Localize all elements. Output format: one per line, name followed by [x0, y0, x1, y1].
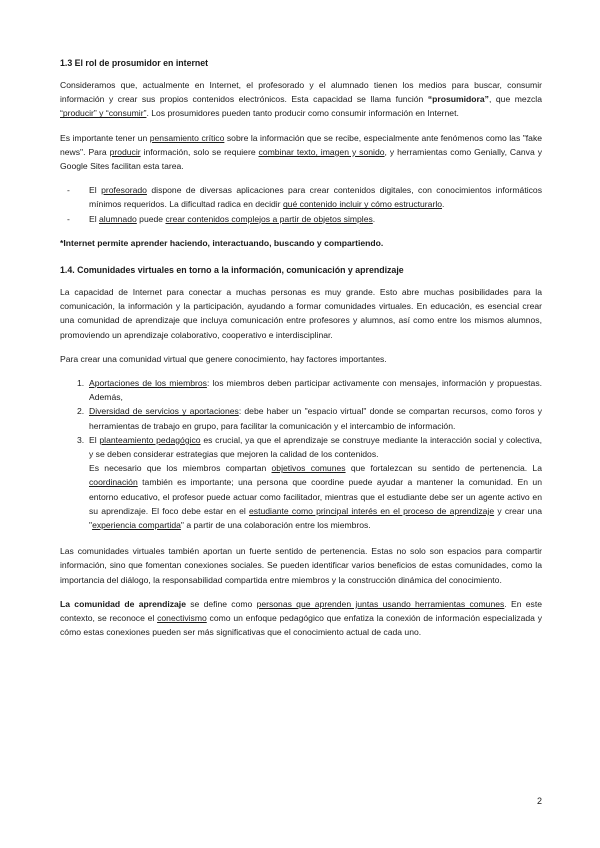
list-item: 2. Diversidad de servicios y aportaciones: debe haber un "espacio virtual" donde se compartan recursos, como foros y herramientas de trabajo en grupo, para facilitar la comunicación y el intercambio de información.: [77, 406, 542, 431]
page-content: [60, 56, 542, 640]
comunidades-paragraph: La capacidad de Internet para conectar a muchas personas es muy grande. Esto abre muchas posibilidades para la comunicación, la información y la participación, ayudando a formar comunidades virtuales. En educación, es esencial crear una comunidad de aprendizaje que incluya comunicación entre profesores y alumnos, así como entre los mismos alumnos, promoviendo un aprendizaje colaborativo, cooperativo e interdisciplinar.: [60, 287, 542, 340]
conclusion-note: *Internet permite aprender haciendo, interactuando, buscando y compartiendo.: [60, 237, 384, 248]
pertenencia-paragraph: Las comunidades virtuales también aportan un fuerte sentido de pertenencia. Estas no solo son espacios para compartir información, sino que fomentan conexiones sociales. Se pueden identificar varios beneficios de estas comunidades, como la importancia del diálogo, la responsabilidad compartida entre miembros y la construcción dinámica del conocimiento.: [60, 546, 542, 585]
page-number: 2: [536, 796, 542, 806]
prosumidor-paragraph: Consideramos que, actualmente en Internet, el profesorado y el alumnado tienen los medios para buscar, consumir información y crear sus propios contenidos electrónicos. Esta capacidad se llama función “prosumidora”, que mezcla “producir” y “consumir”. Los prosumidores pueden tanto producir como consumir información en Internet.: [60, 80, 542, 119]
list-item: - El profesorado dispone de diversas aplicaciones para crear contenidos digitales, con conocimientos informáticos mínimos requeridos. La dificultad radica en decidir qué contenido incluir y cómo estructurarlo.: [60, 183, 542, 211]
bullet-list: [60, 183, 542, 226]
list-item: 1. Aportaciones de los miembros: los miembros deben participar activamente con mensajes, información y propuestas. Además,: [77, 378, 542, 403]
section-1-3-heading: 1.3 El rol de prosumidor en internet: [60, 58, 209, 68]
comunidad-aprendizaje-paragraph: La comunidad de aprendizaje se define como personas que aprenden juntas usando herramientas comunes. En este contexto, se reconoce el conectivismo como un enfoque pedagógico que enfatiza la conexión de información especializada y cómo estas conexiones pueden ser más significativas que el conocimiento actual de cada uno.: [60, 598, 543, 638]
factores-intro-paragraph: Para crear una comunidad virtual que genere conocimiento, hay factores importantes.: [60, 353, 387, 364]
section-1-4-heading: 1.4. Comunidades virtuales en torno a la información, comunicación y aprendizaje: [60, 265, 404, 276]
pensamiento-critico-paragraph: Es importante tener un pensamiento crítico sobre la información que se recibe, especialmente ante fenómenos como las "fake news". Para producir información, solo se requiere combinar texto, imagen y sonido, y herramientas como Genially, Canva y Google Sites facilitan esta tarea.: [60, 132, 543, 172]
list-item: 3. El planteamiento pedagógico es crucial, ya que el aprendizaje se construye mediante la interacción social y colectiva, y se deben considerar estrategias que mejoren la calidad de los contenidos. Es necesario que los miembros compartan objetivos comunes que fortalezcan su sentido de pertenencia. La coordinación también es importante; una persona que coordine puede ayudar a mantener la comunidad. En un entorno educativo, el profesor puede actuar como facilitador, mientras que el estudiante debe ser un agente activo en su aprendizaje. El foco debe estar en el estudiante como principal interés en el proceso de aprendizaje y crear una "experiencia compartida" a partir de una colaboración entre los miembros.: [77, 434, 542, 531]
list-item: - El alumnado puede crear contenidos complejos a partir de objetos simples.: [60, 212, 542, 226]
factors-list: [60, 376, 542, 532]
